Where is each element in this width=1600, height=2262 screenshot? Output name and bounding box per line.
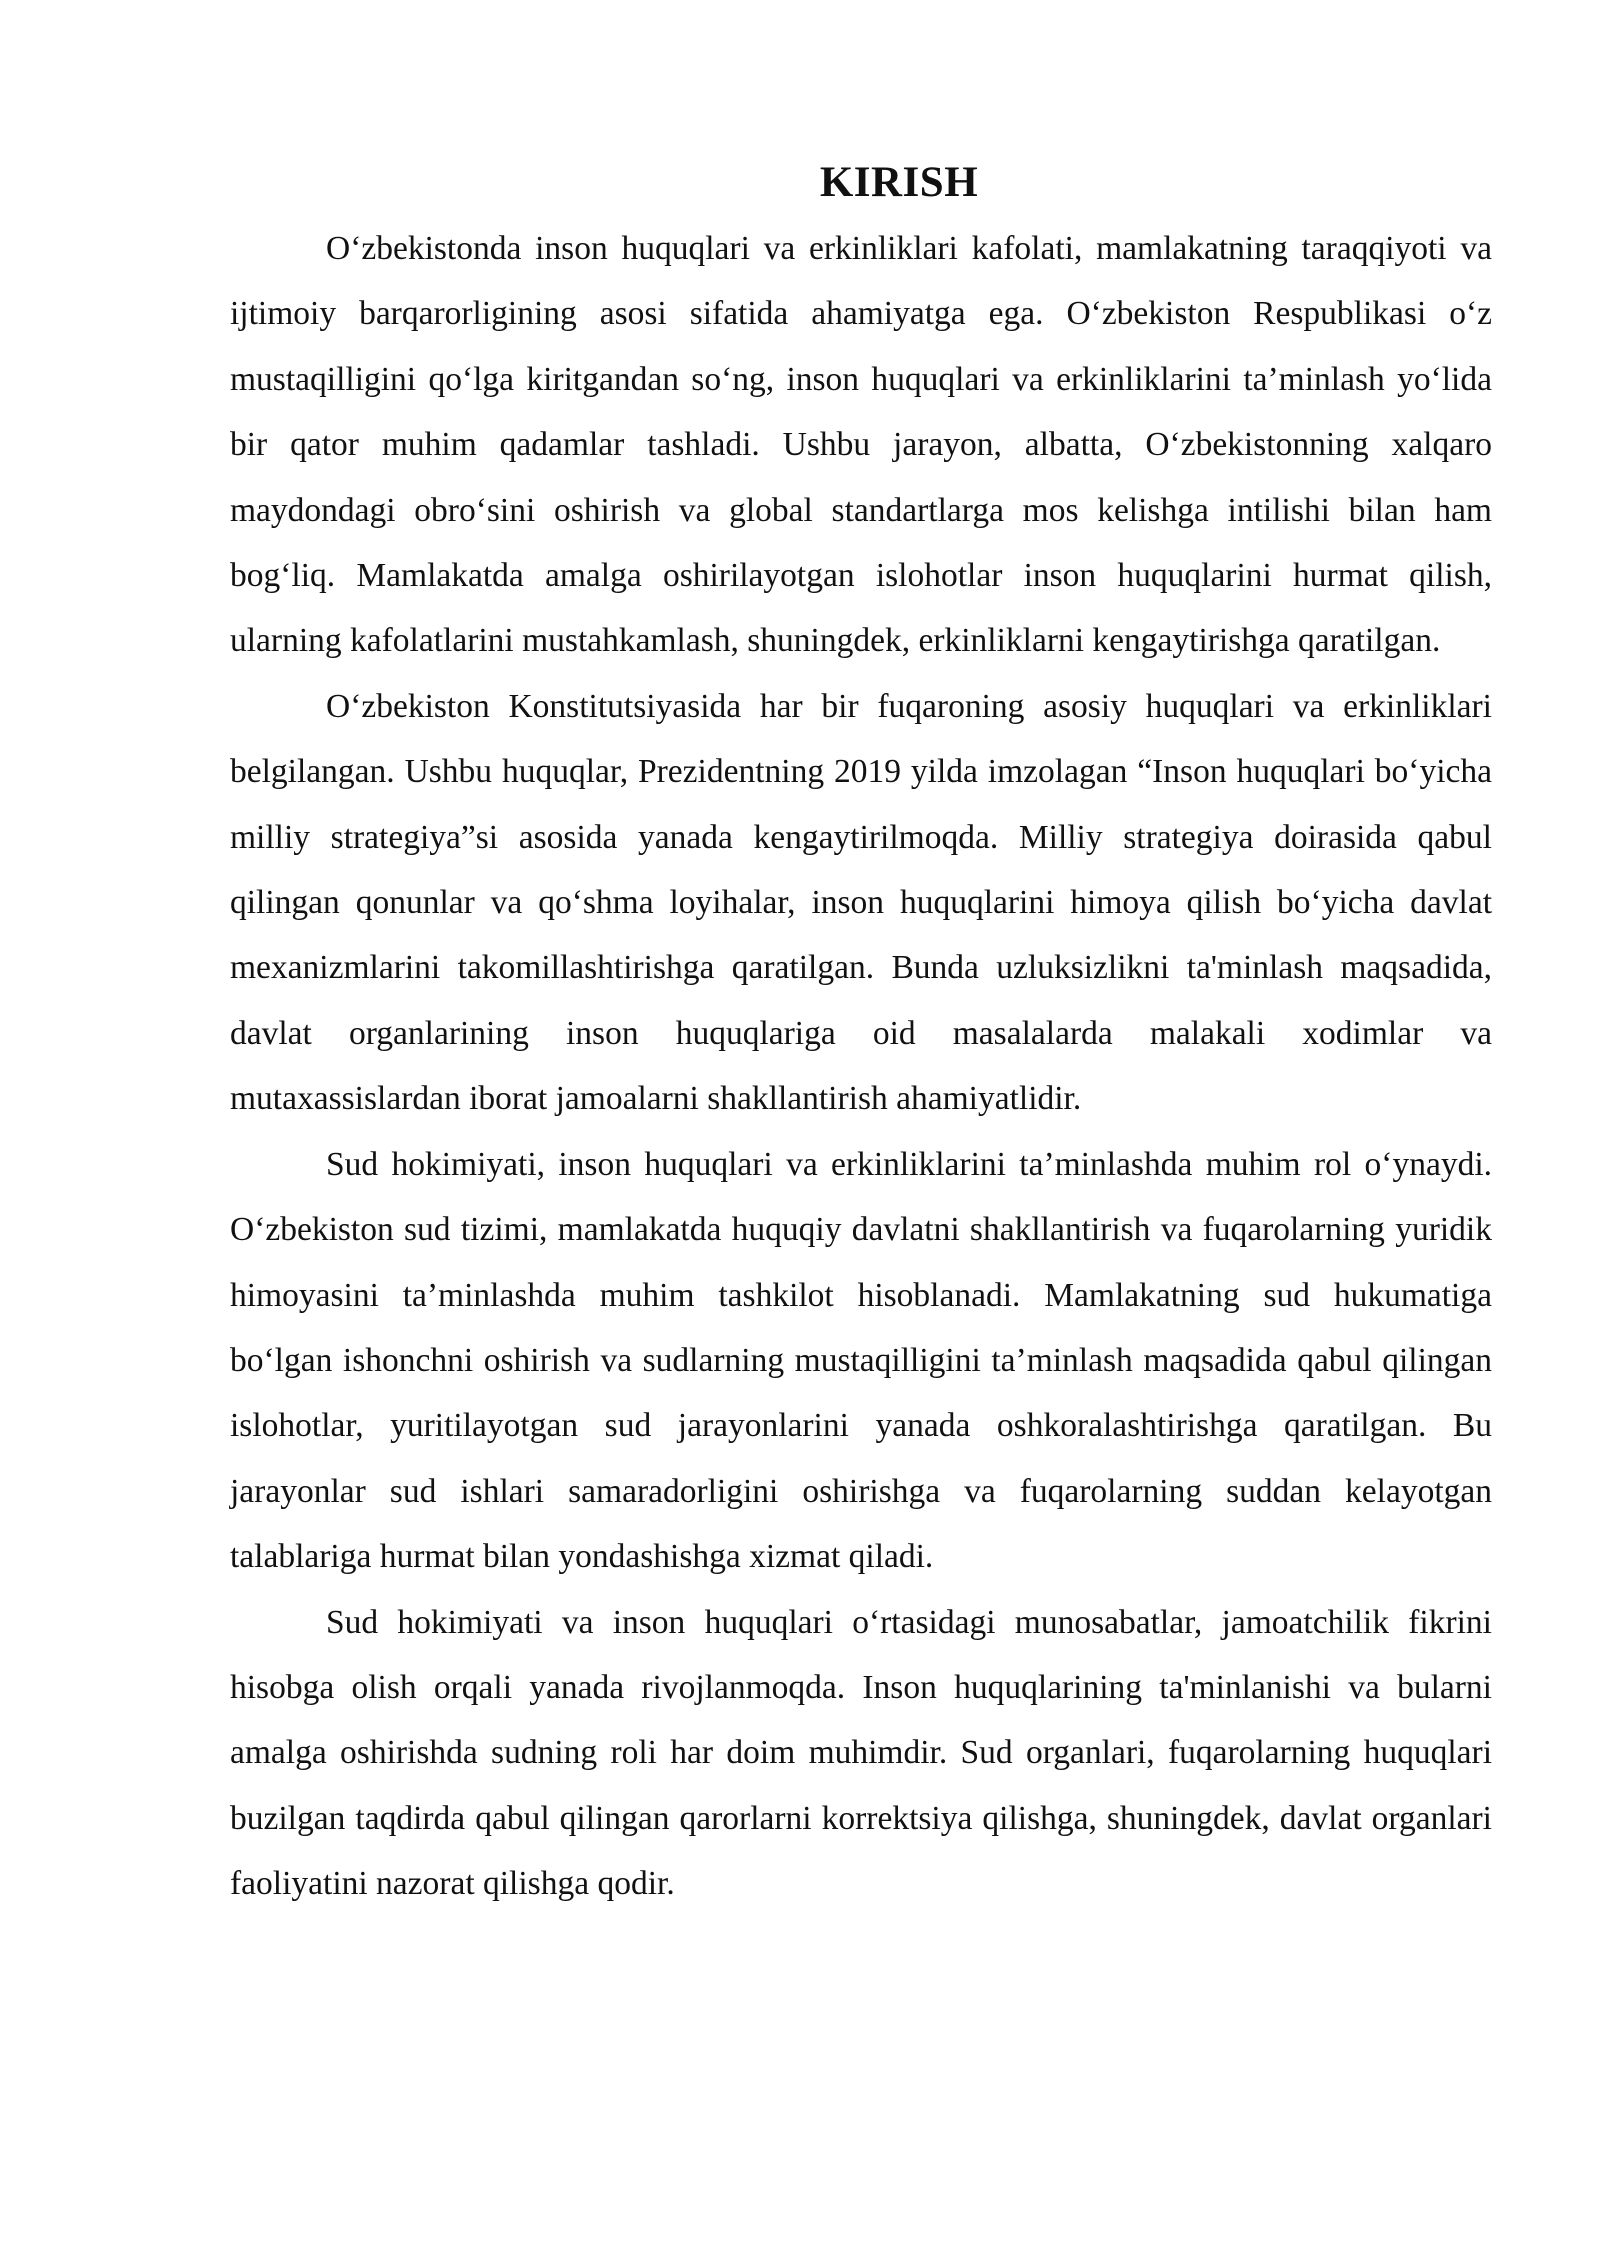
paragraph-3: Sud hokimiyati, inson huquqlari va erkinliklarini ta’minlashda muhim rol o‘ynaydi. O‘zbekiston sud tizimi, mamlakatda huquqiy davlatni shakllantirish va fuqarolarning yuridik himoyasini ta’minlashda muhim tashkilot hisoblanadi. Mamlakatning sud hukumatiga bo‘lgan ishonchni oshirish va sudlarning mustaqilligini ta’minlash maqsadida qabul qilingan islohotlar, yuritilayotgan sud jarayonlarini yanada oshkoralashtirishga qaratilgan. Bu jarayonlar sud ishlari samaradorligini oshirishga va fuqarolarning suddan kelayotgan talablariga hurmat bilan yondashishga xizmat qiladi. <box>230 1145 1492 1576</box>
paragraph-4: Sud hokimiyati va inson huquqlari o‘rtasidagi munosabatlar, jamoatchilik fikrini hisobga olish orqali yanada rivojlanmoqda. Inson huquqlarining ta'minlanishi va bularni amalga oshirishda sudning roli har doim muhimdir. Sud organlari, fuqarolarning huquqlari buzilgan taqdirda qabul qilingan qarorlarni korrektsiya qilishga, shuningdek, davlat organlari faoliyatini nazorat qilishga qodir. <box>230 1603 1492 1903</box>
paragraph-2: O‘zbekiston Konstitutsiyasida har bir fuqaroning asosiy huquqlari va erkinliklari belgilangan. Ushbu huquqlar, Prezidentning 2019 yilda imzolagan “Inson huquqlari bo‘yicha milliy strategiya”si asosida yanada kengaytirilmoqda. Milliy strategiya doirasida qabul qilingan qonunlar va qo‘shma loyihalar, inson huquqlarini himoya qilish bo‘yicha davlat mexanizmlarini takomillashtirishga qaratilgan. Bunda uzluksizlikni ta'minlash maqsadida, davlat organlarining inson huquqlariga oid masalalarda malakali xodimlar va mutaxassislardan iborat jamoalarni shakllantirish ahamiyatlidir. <box>230 687 1492 1118</box>
document-body <box>230 150 1492 1917</box>
paragraph-1: O‘zbekistonda inson huquqlari va erkinliklari kafolati, mamlakatning taraqqiyoti va ijtimoiy barqarorligining asosi sifatida ahamiyatga ega. O‘zbekiston Respublikasi o‘z mustaqilligini qo‘lga kiritgandan so‘ng, inson huquqlari va erkinliklarini ta’minlash yo‘lida bir qator muhim qadamlar tashladi. Ushbu jarayon, albatta, O‘zbekistonning xalqaro maydondagi obro‘sini oshirish va global standartlarga mos kelishga intilishi bilan ham bog‘liq. Mamlakatda amalga oshirilayotgan islohotlar inson huquqlarini hurmat qilish, ularning kafolatlarini mustahkamlash, shuningdek, erkinliklarni kengaytirishga qaratilgan. <box>230 230 1492 660</box>
page-title: KIRISH <box>819 159 979 206</box>
